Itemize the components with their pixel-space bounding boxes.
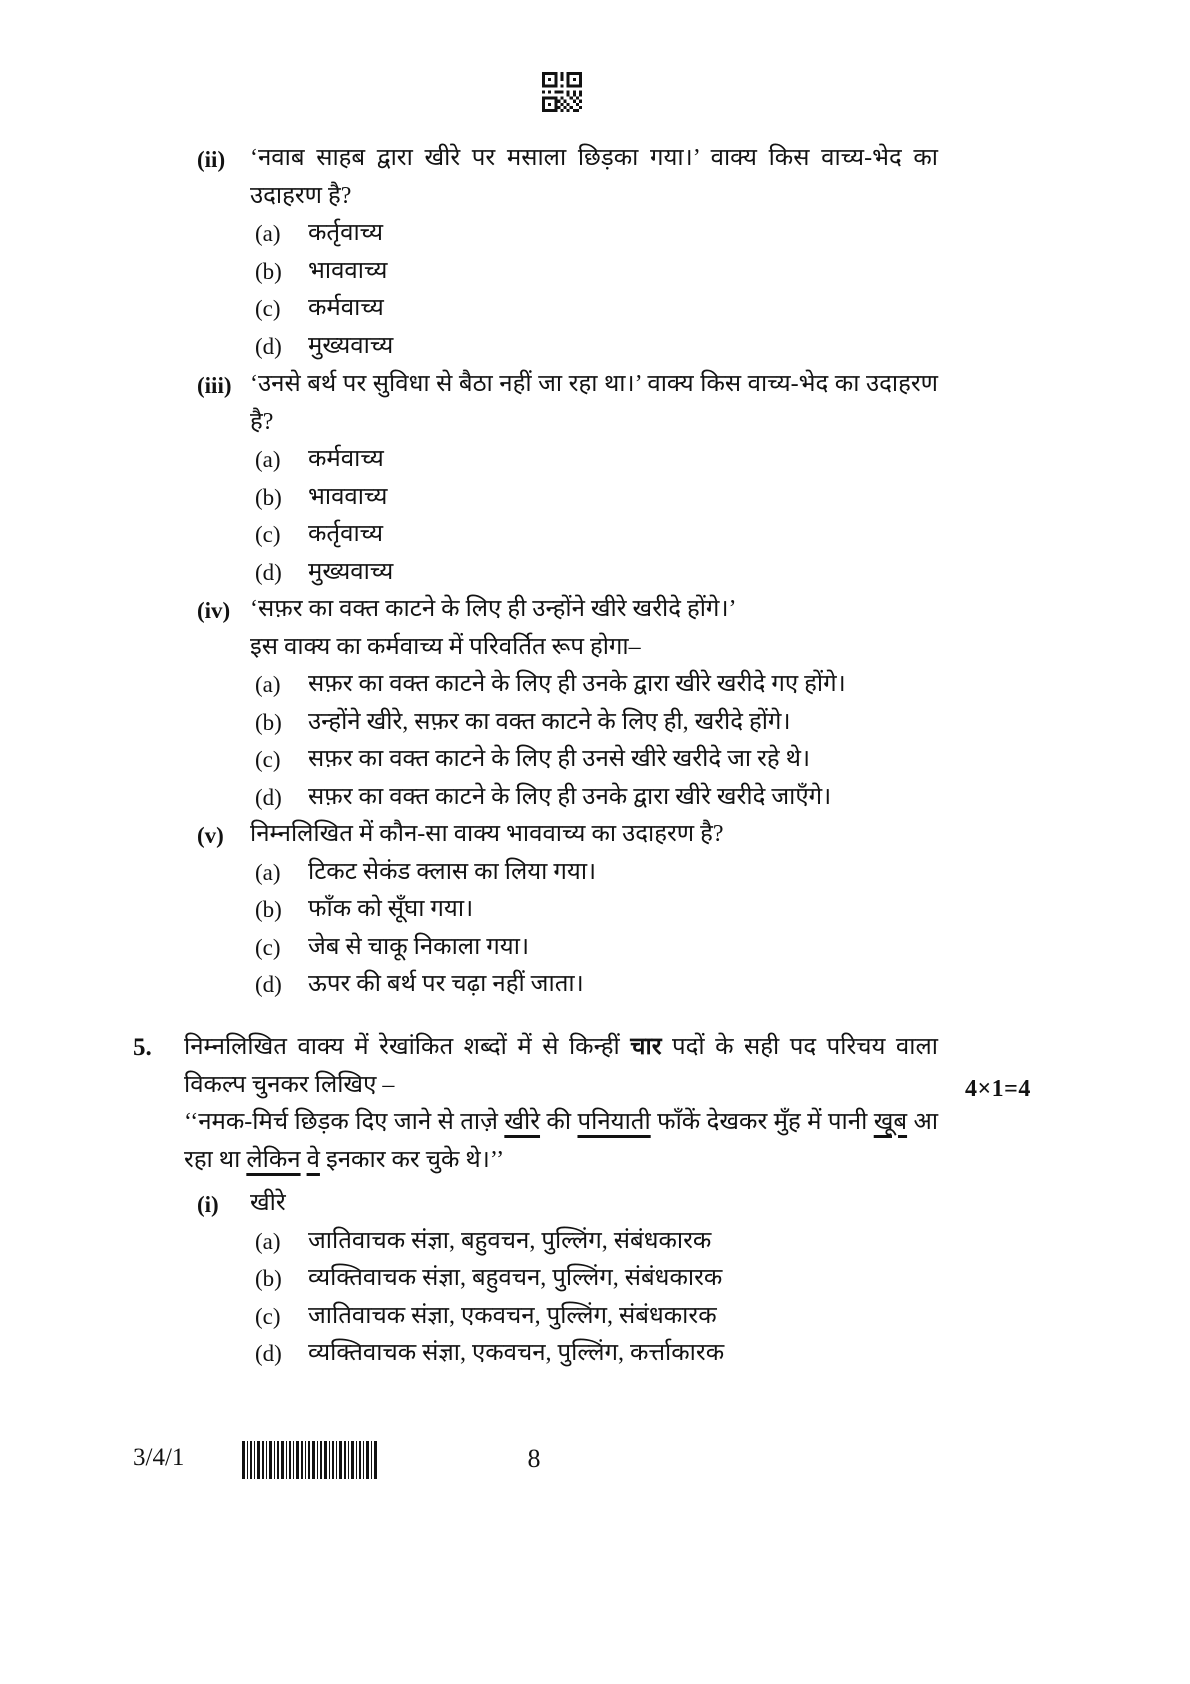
option-text: व्यक्तिवाचक संज्ञा, एकवचन, पुल्लिंग, कर्त्ताकारक [308,1340,725,1366]
option-label: (c) [255,934,281,960]
quote-segment: इनकार कर चुके थे।’’ [319,1146,505,1173]
option-label: (a) [255,1228,281,1254]
page-number: 8 [527,1444,541,1473]
question-number: (v) [197,823,224,848]
sub-question-text: खीरे [250,1190,286,1216]
option-row [250,441,938,479]
option-text: भाववाच्य [308,483,388,510]
option-text: सफ़र का वक्त काटने के लिए ही उनसे खीरे खरीदे जा रहे थे। [308,746,811,772]
option-label: (c) [255,747,281,772]
option-text: कर्तृवाच्य [308,220,384,246]
question-text [184,1029,938,1104]
quote-underlined-word: खूब [873,1109,908,1135]
option-row [250,1298,938,1336]
option-label: (d) [255,333,282,359]
question-5 [0,1029,1190,1373]
option-label: (b) [255,897,282,922]
option-row [250,779,938,817]
quote-segment: की [540,1109,578,1135]
option-row [250,966,938,1004]
option-text: भाववाच्य [308,257,388,284]
question-ii [0,140,1190,365]
question-v [0,816,1190,1004]
option-label: (d) [255,784,282,810]
option-text: सफ़र का वक्त काटने के लिए ही उनके द्वारा खीरे खरीदे गए होंगे। [308,671,846,697]
option-row [250,854,938,892]
option-text: जातिवाचक संज्ञा, बहुवचन, पुल्लिंग, संबंधकारक [308,1227,712,1254]
question-text-part: निम्नलिखित वाक्य में रेखांकित शब्दों में से किन्हीं [184,1034,631,1060]
option-label: (b) [255,484,282,510]
option-row [250,328,938,366]
question-number: (iv) [197,598,231,623]
option-text: ऊपर की बर्थ पर चढ़ा नहीं जाता। [308,971,584,997]
option-row [250,479,938,517]
option-label: (b) [255,709,282,735]
option-row [250,1335,938,1373]
option-text: मुख्यवाच्य [308,558,394,585]
option-text: जातिवाचक संज्ञा, एकवचन, पुल्लिंग, संबंधकारक [308,1302,717,1329]
qr-code [542,72,582,112]
option-text: उन्होंने खीरे, सफ़र का वक्त काटने के लिए ही, खरीदे होंगे। [308,708,791,735]
sub-question-number: (i) [197,1192,219,1217]
option-label: (d) [255,972,282,997]
quote-underlined-word: वे [306,1146,320,1173]
question-text: इस वाक्य का कर्मवाच्य में परिवर्तित रूप होगा– [250,633,641,660]
option-row [250,666,938,704]
option-text: फाँक को सूँघा गया। [308,896,474,922]
question-number: (ii) [197,147,226,172]
option-text: कर्तृवाच्य [308,521,384,547]
option-label: (d) [255,1341,282,1366]
question-text-part: पदों के सही पद परिचय वाला विकल्प चुनकर लिखिए – [184,1034,938,1098]
question-text: निम्नलिखित में कौन-सा वाक्य भाववाच्य का उदाहरण है? [250,821,724,847]
option-label: (a) [255,221,281,246]
option-label: (c) [255,296,281,321]
option-row [250,891,938,929]
marks-badge: 4×1=4 [965,1076,1031,1102]
option-text: मुख्यवाच्य [308,332,394,359]
option-text: जेब से चाकू निकाला गया। [308,933,530,960]
option-text: व्यक्तिवाचक संज्ञा, बहुवचन, पुल्लिंग, संबंधकारक [308,1265,723,1291]
question-number: 5. [133,1034,152,1061]
option-text: कर्मवाच्य [308,295,384,321]
question-iii [0,366,1190,591]
quote-segment: आ रहा था [184,1109,938,1173]
option-label: (b) [255,1266,282,1291]
option-label: (a) [255,672,281,697]
option-row [250,741,938,779]
question-iv [0,591,1190,816]
barcode [242,1441,378,1479]
option-row [250,929,938,967]
option-row [250,290,938,328]
option-text: टिकट सेकंड क्लास का लिया गया। [308,858,597,885]
option-row [250,1223,938,1261]
quote-underlined-word: खीरे [504,1109,541,1135]
option-row [250,516,938,554]
question-number: (iii) [197,373,232,398]
option-row [250,554,938,592]
option-label: (d) [255,559,282,585]
question-text: ‘उनसे बर्थ पर सुविधा से बैठा नहीं जा रहा था।’ वाक्य किस वाच्य-भेद का उदाहरण है? [250,371,938,435]
option-label: (b) [255,258,282,284]
option-text: सफ़र का वक्त काटने के लिए ही उनके द्वारा खीरे खरीदे जाएँगे। [308,783,832,810]
paper-code: 3/4/1 [133,1444,185,1471]
quote-underlined-word: लेकिन [246,1146,301,1173]
option-text: कर्मवाच्य [308,446,384,472]
option-label: (c) [255,522,281,547]
quote-segment: ‘‘नमक-मिर्च छिड़क दिए जाने से ताज़े [184,1109,505,1135]
quoted-sentence [184,1104,938,1179]
option-row [250,253,938,291]
option-row [250,215,938,253]
option-row [250,1260,938,1298]
question-text: ‘नवाब साहब द्वारा खीरे पर मसाला छिड़का गया।’ वाक्य किस वाच्य-भेद का उदाहरण है? [250,145,938,209]
quote-segment: फाँकें देखकर मुँह में पानी [650,1109,874,1135]
option-label: (c) [255,1303,281,1329]
question-quote-line: ‘सफ़र का वक्त काटने के लिए ही उन्होंने खीरे खरीदे होंगे।’ [250,596,737,622]
sub-question-i [184,1185,938,1373]
option-label: (a) [255,859,281,885]
question-text-bold-word: चार [630,1034,662,1060]
quote-underlined-word: पनियाती [577,1109,651,1135]
option-label: (a) [255,447,281,472]
option-row [250,704,938,742]
